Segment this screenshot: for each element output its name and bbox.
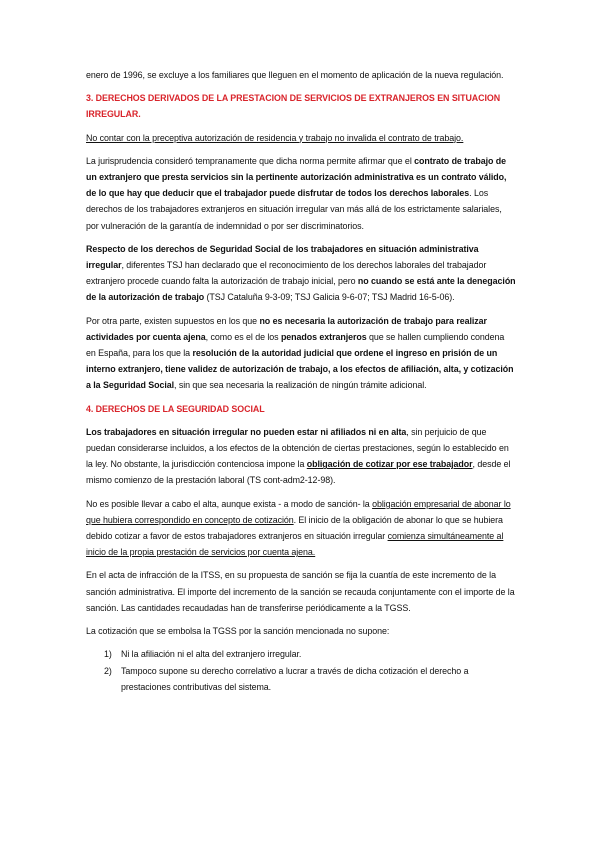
paragraph-contract-validity: No contar con la preceptiva autorización de residencia y trabajo no invalida el contrato de trabajo.: [86, 132, 464, 143]
paragraph-itss: En el acta de infracción de la ITSS, en su propuesta de sanción se fija la cuantía de este incremento de la sanción administrativa. El importe del incremento de la sanción se recauda conjuntamente con el importe de la sanción. Las cantidades recaudadas han de transferirse periódicamente a la TGSS.: [86, 570, 515, 613]
paragraph-sanction: No es posible llevar a cabo el alta, aunque exista - a modo de sanción- la obligación empresarial de abonar lo que hubiera correspondido en concepto de cotización. El inicio de la obligación de abonar lo que se hubiera debido cotizar a favor de estos trabajadores extranjeros en situación irregular comienza simultáneamente al inicio de la propia prestación de servicios por cuenta ajena.: [86, 498, 511, 558]
list-item: 1) Ni la afiliación ni el alta del extranjero irregular.: [104, 649, 302, 660]
numbered-list: [86, 646, 516, 695]
paragraph-tgss: La cotización que se embolsa la TGSS por la sanción mencionada no supone:: [86, 626, 390, 637]
document-body: [86, 67, 516, 695]
paragraph-jurisprudence: La jurisprudencia consideró tempranamente que dicha norma permite afirmar que el contrato de trabajo de un extranjero que presta servicios sin la pertinente autorización administrativa es un contrato válido, de lo que hay que deducir que el trabajador puede disfrutar de todos los derechos laborales. Los derechos de los trabajadores extranjeros en situación irregular van más allá de los estrictamente salariales, por vulneración de la garantía de indemnidad o por ser discriminatorios.: [86, 155, 507, 231]
paragraph-inmates: Por otra parte, existen supuestos en los que no es necesaria la autorización de trabajo para realizar actividades por cuenta ajena, como es el de los penados extranjeros que se hallen cumpliendo condena en España, para los que la resolución de la autoridad judicial que ordene el ingreso en prisión de un interno extranjero, tiene validez de autorización de trabajo, a los efectos de afiliación, alta, y cotización a la Seguridad Social, sin que sea necesaria la realización de ningún trámite adicional.: [86, 315, 514, 391]
section-heading-4: 4. DERECHOS DE LA SEGURIDAD SOCIAL: [86, 403, 265, 414]
section-heading-3: 3. DERECHOS DERIVADOS DE LA PRESTACION DE SERVICIOS DE EXTRANJEROS EN SITUACION IRREGULAR.: [86, 93, 501, 120]
paragraph-affiliation: Los trabajadores en situación irregular no pueden estar ni afiliados ni en alta, sin perjuicio de que puedan considerarse incluidos, a los efectos de la obtención de ciertas prestaciones, según lo establecido en la ley. No obstante, la jurisdicción contenciosa impone la obligación de cotizar por ese trabajador, desde el mismo comienzo de la prestación laboral (TS cont-adm2-12-98).: [86, 426, 511, 486]
paragraph-social-security-rights: Respecto de los derechos de Seguridad Social de los trabajadores en situación administrativa irregular, diferentes TSJ han declarado que el reconocimiento de los derechos laborales del trabajador extranjero procede cuando falta la autorización de trabajo inicial, pero no cuando se está ante la denegación de la autorización de trabajo (TSJ Cataluña 9-3-09; TSJ Galicia 9-6-07; TSJ Madrid 16-5-06).: [86, 243, 516, 303]
list-item: 2) Tampoco supone su derecho correlativo a lucrar a través de dicha cotización el derecho a prestaciones contributivas del sistema.: [104, 665, 469, 692]
paragraph-continuation: enero de 1996, se excluye a los familiares que lleguen en el momento de aplicación de la nueva regulación.: [86, 70, 504, 80]
